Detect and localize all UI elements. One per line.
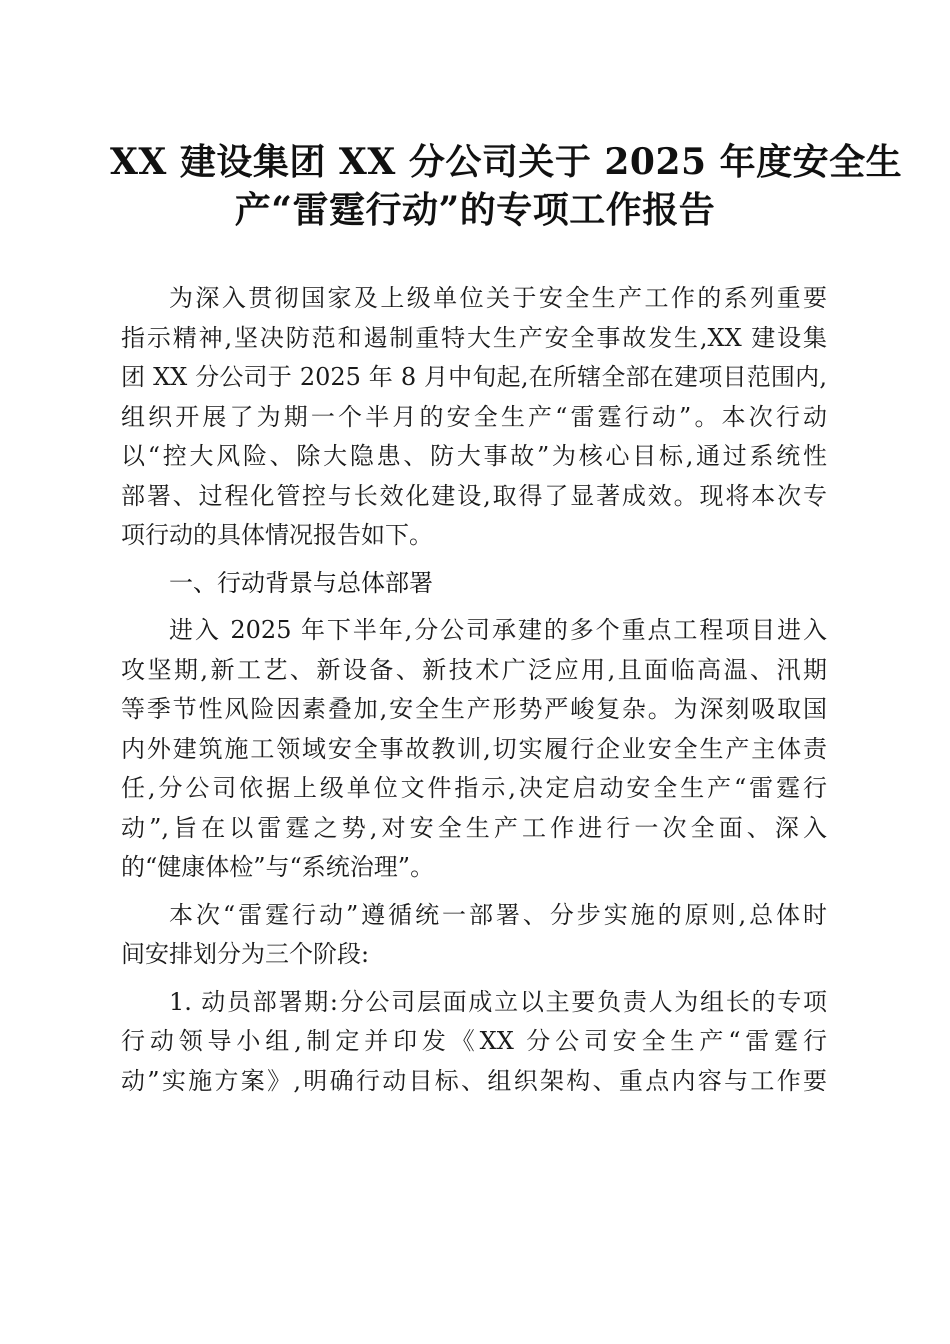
para-line: 进入 2025 年下半年,分公司承建的多个重点工程项目进入: [169, 616, 827, 644]
para-line: 间安排划分为三个阶段:: [121, 940, 370, 968]
document-title: [110, 138, 903, 234]
title-line-1: XX 建设集团 XX 分公司关于 2025 年度安全生: [110, 141, 903, 183]
section1-paragraph-2: [121, 896, 827, 975]
section1-paragraph-3: [121, 983, 827, 1102]
intro-line: 为深入贯彻国家及上级单位关于安全生产工作的系列重要: [169, 284, 827, 312]
para-line: 动”实施方案》,明确行动目标、组织架构、重点内容与工作要: [121, 1066, 827, 1095]
document-body: [121, 279, 827, 1101]
intro-line: 部署、过程化管控与长效化建设,取得了显著成效。现将本次专: [121, 481, 827, 510]
para-line: 任,分公司依据上级单位文件指示,决定启动安全生产“雷霆行: [121, 774, 827, 802]
intro-line: 团 XX 分公司于 2025 年 8 月中旬起,在所辖全部在建项目范围内,: [121, 363, 827, 391]
para-line: 内外建筑施工领域安全事故教训,切实履行企业安全生产主体责: [121, 734, 827, 763]
intro-paragraph: [121, 279, 827, 556]
para-line: 攻坚期,新工艺、新设备、新技术广泛应用,且面临高温、汛期: [121, 655, 827, 684]
intro-line: 以“控大风险、除大隐患、防大事故”为核心目标,通过系统性: [121, 442, 827, 470]
intro-line: 指示精神,坚决防范和遏制重特大生产安全事故发生,XX 建设集: [121, 323, 827, 352]
para-line: 行动领导小组,制定并印发《XX 分公司安全生产“雷霆行: [121, 1027, 827, 1055]
section1-paragraph-1: [121, 611, 827, 888]
intro-line: 组织开展了为期一个半月的安全生产“雷霆行动”。本次行动: [121, 402, 827, 431]
section-heading: 一、行动背景与总体部署: [169, 568, 433, 597]
intro-line: 项行动的具体情况报告如下。: [121, 521, 433, 549]
para-line: 1. 动员部署期:分公司层面成立以主要负责人为组长的专项: [169, 987, 827, 1016]
para-line: 动”,旨在以雷霆之势,对安全生产工作进行一次全面、深入: [121, 813, 827, 842]
para-line: 本次“雷霆行动”遵循统一部署、分步实施的原则,总体时: [169, 900, 827, 929]
para-line: 等季节性风险因素叠加,安全生产形势严峻复杂。为深刻吸取国: [121, 695, 827, 723]
para-line: 的“健康体检”与“系统治理”。: [121, 853, 435, 881]
title-line-2: 产“雷霆行动”的专项工作报告: [234, 189, 716, 231]
